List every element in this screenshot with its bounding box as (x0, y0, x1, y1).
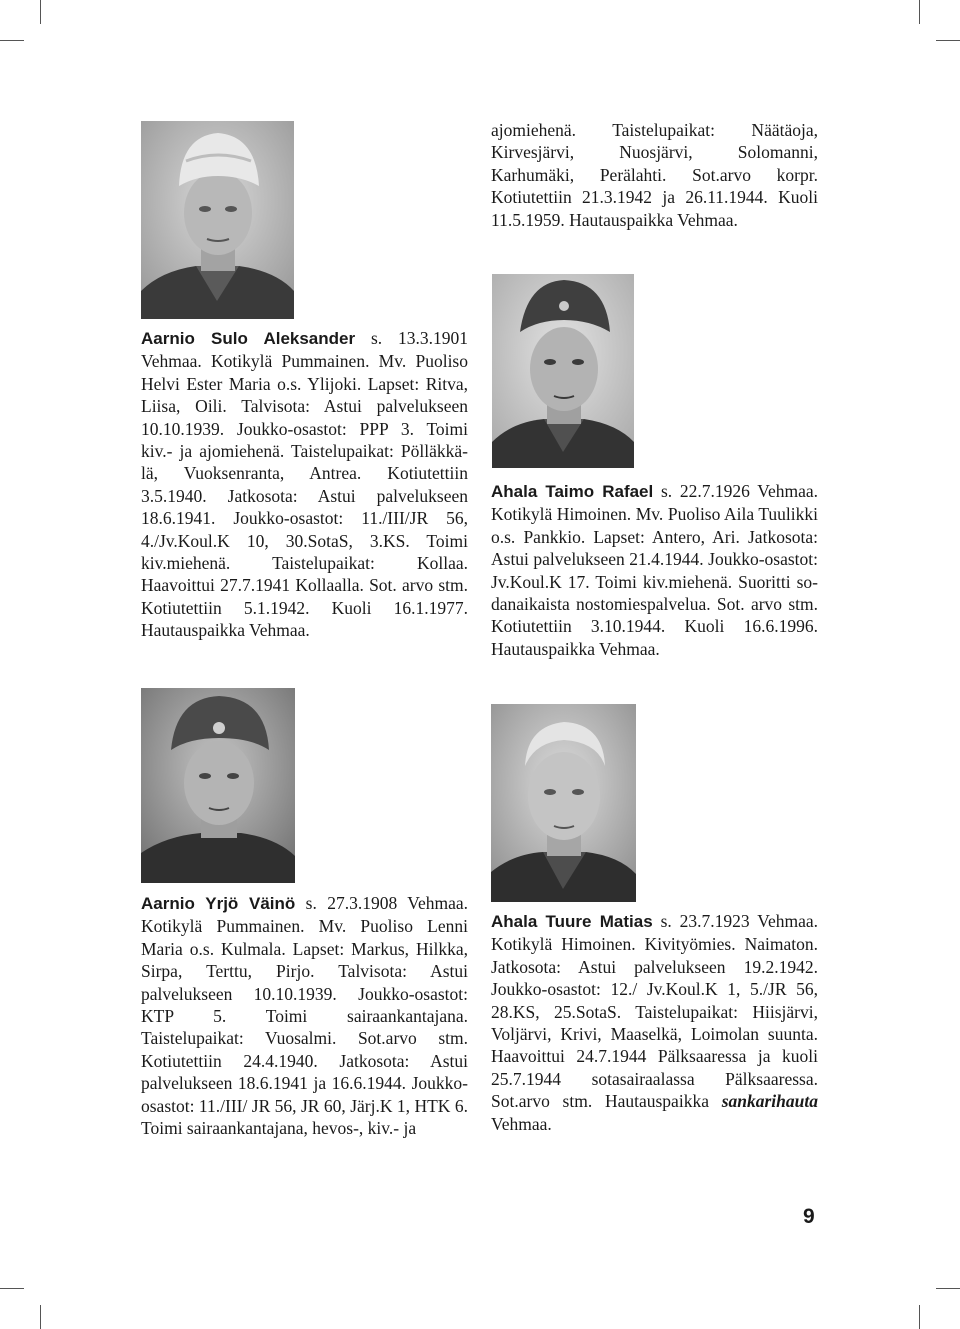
entry-ahala-tuure-matias (491, 910, 818, 1135)
crop-mark-bottom-right (920, 1289, 960, 1329)
crop-mark-bottom-left (0, 1289, 40, 1329)
entry-text: s. 22.7.1926 Vehmaa. Kotikylä Himoinen. Mv. Puoliso Aila Tuulikki o.s. Pankkio. Lapset: Antero, Ari. Jatkosota: Astui palvelukseen 21.4.1944. Joukko-osastot: Jv.Koul.K 17. Toimi kiv.miehenä. Suoritti sodanaikaista nostomiespalvelua. Sot. arvo stm. Kotiutettiin 3.10.1944. Kuoli 16.6.1996. Hautauspaikka Vehmaa. (491, 481, 818, 659)
crop-mark-top-right (920, 0, 960, 40)
entry-aarnio-sulo-aleksander (141, 327, 468, 642)
crop-mark-top-left (0, 0, 40, 40)
entry-ahala-taimo-rafael (491, 480, 818, 660)
entry-text: s. 13.3.1901 Vehmaa. Kotikylä Pummainen. Mv. Puoliso Helvi Ester Maria o.s. Ylijoki. Lapset: Ritva, Liisa, Oili. Talvisota: Astui palvelukseen 10.10.1939. Joukko-osastot: PPP 3. Toimi kiv.- ja ajomiehenä. Taistelupaikat: Pölläkkälä, Vuoksenranta, Antrea. Kotiutettiin 3.5.1940. Jatkosota: Astui palvelukseen 18.6.1941. Joukko-osastot: 11./III/JR 56, 4./Jv.Koul.K 10, 30.SotaS, 3.KS. Toimi kiv.miehenä. Taistelupaikat: Kollaa. Haavoittui 27.7.1941 Kollaalla. Sot. arvo stm. Kotiutettiin 5.1.1942. Kuoli 16.1.1977. Hautauspaikka Vehmaa. (141, 328, 468, 641)
portrait-photo-aarnio-yrjo (141, 688, 295, 883)
entry-aarnio-yrjo-vaino (141, 892, 468, 1139)
burial-emphasis: sankarihauta (721, 1091, 818, 1112)
entry-name: Aarnio Yrjö Väinö (141, 894, 296, 913)
entry-name: Ahala Tuure Matias (491, 912, 653, 931)
portrait-photo-ahala-taimo (492, 274, 634, 468)
portrait-photo-ahala-tuure (491, 704, 636, 902)
entry-text: s. 23.7.1923 Vehmaa. Kotikylä Himoinen. Kivityömies. Naimaton. Jatkosota: Astui palvelukseen 19.2.1942. Joukko-osastot: 12./ Jv.Koul.K 1, 5./JR 56, 28.KS, 25.SotaS. Taistelupaikat: Hiisjärvi, Voljärvi, Krivi, Maaselkä, Loimolan suunta. Haavoittui 24.7.1944 Pälksaaressa ja kuoli 25.7.1944 sotasairaalassa Pälksaaressa. Sot.arvo stm. Hautauspaikka (491, 911, 818, 1112)
entry-aarnio-yrjo-continued (491, 119, 818, 231)
page-number: 9 (803, 1205, 815, 1228)
entry-text-tail: Vehmaa. (491, 1113, 552, 1134)
entry-text: s. 27.3.1908 Vehmaa. Kotikylä Pummainen. Mv. Puoliso Lenni Maria o.s. Kulmala. Lapset: Markus, Hilkka, Sirpa, Terttu, Pirjo. Talvisota: Astui palvelukseen 10.10.1939. Joukko-osastot: KTP 5. Toimi sairaankantajana. Taistelupaikat: Vuosalmi. Sot.arvo stm. Kotiutettiin 24.4.1940. Jatkosota: Astui palvelukseen 18.6.1941 ja 16.6.1944. Joukko-osastot: 11./III/ JR 56, JR 60, Järj.K 1, HTK 6. Toimi sairaankantajana, hevos-, kiv.- ja (141, 893, 469, 1139)
entry-name: Aarnio Sulo Aleksander (141, 329, 356, 348)
entry-name: Ahala Taimo Rafael (491, 482, 654, 501)
entry-text: ajomiehenä. Taistelupaikat: Näätäoja, Kirvesjärvi, Nuosjärvi, Solomanni, Karhumäki, Perälahti. Sot.arvo korpr. Kotiutettiin 21.3.1942 ja 26.11.1944. Kuoli 11.5.1959. Hautauspaikka Vehmaa. (491, 120, 818, 230)
portrait-photo-aarnio-sulo (141, 121, 294, 319)
